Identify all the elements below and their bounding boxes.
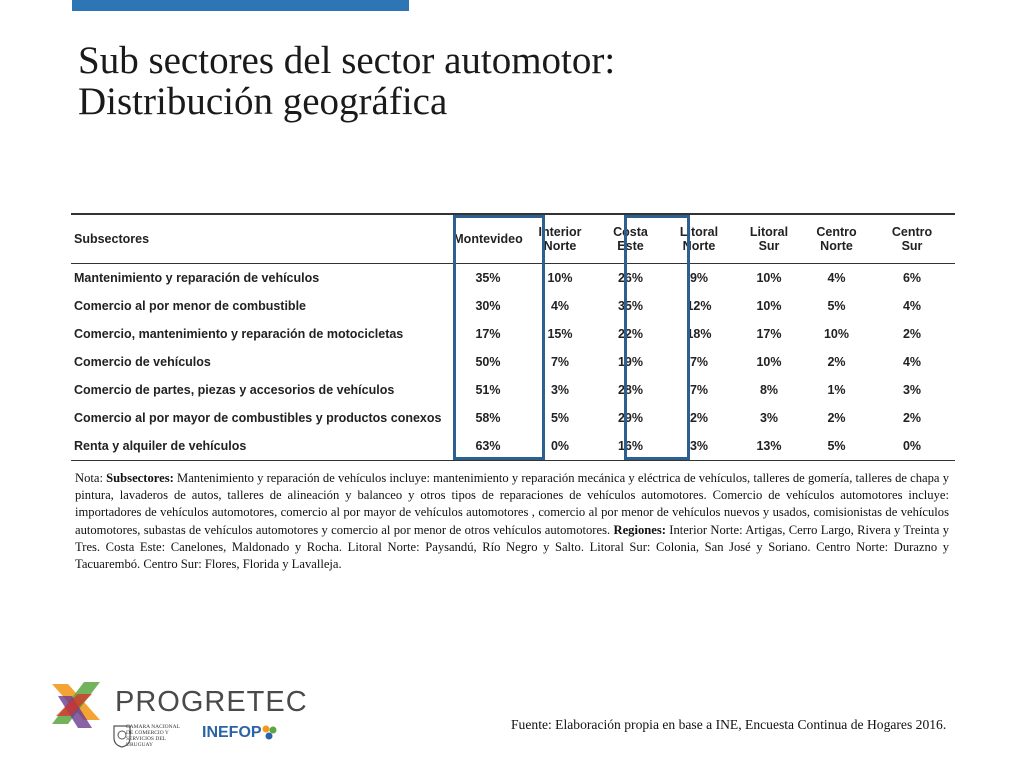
slide-title [78, 40, 978, 122]
cell-interior-norte: 10% [547, 271, 573, 285]
cell-litoral-norte: 7% [689, 355, 709, 369]
source-citation: Fuente: Elaboración propia en base a INE, Encuesta Continua de Hogares 2016. [511, 717, 947, 732]
row-name: Comercio, mantenimiento y reparación de motocicletas [74, 327, 404, 341]
row-name: Comercio de partes, piezas y accesorios de vehículos [74, 383, 395, 397]
footer-logos [48, 672, 308, 762]
cell-costa-este: 22% [617, 327, 644, 341]
cell-litoral-norte: 3% [689, 439, 709, 453]
cell-centro-sur: 2% [902, 327, 922, 341]
cell-interior-norte: 4% [550, 299, 570, 313]
cell-montevideo: 17% [475, 327, 501, 341]
cell-costa-este: 26% [617, 271, 644, 285]
inefop-logo: INEFOP [202, 724, 262, 741]
header-centro-norte: Centro Norte [816, 225, 857, 253]
cell-centro-sur: 4% [902, 299, 922, 313]
table-row [71, 404, 955, 432]
cell-interior-norte: 3% [550, 383, 570, 397]
cell-litoral-sur: 17% [756, 327, 782, 341]
distribution-table-container [71, 213, 955, 461]
row-name: Renta y alquiler de vehículos [74, 439, 247, 453]
top-accent-bar [72, 0, 409, 11]
header-montevideo: Montevideo [453, 232, 523, 246]
row-name: Mantenimiento y reparación de vehículos [74, 271, 320, 285]
cell-interior-norte: 15% [547, 327, 573, 341]
cell-costa-este: 35% [617, 299, 644, 313]
header-costa-este: Costa Este [613, 225, 648, 253]
title-line-1: Sub sectores del sector automotor: [78, 39, 616, 82]
table-row [71, 348, 955, 376]
note-subsectores-label: Subsectores: [106, 471, 174, 485]
cell-centro-norte: 5% [827, 299, 846, 313]
table-row [71, 432, 955, 461]
note-regiones-label: Regiones: [613, 522, 666, 537]
cell-montevideo: 51% [475, 383, 501, 397]
table-row [71, 320, 955, 348]
cell-centro-norte: 1% [827, 383, 846, 397]
cell-centro-sur: 3% [902, 383, 922, 397]
header-interior-norte: Interior Norte [538, 225, 582, 253]
table-row [71, 376, 955, 404]
cell-costa-este: 29% [617, 411, 644, 425]
cell-montevideo: 30% [475, 299, 501, 313]
header-centro-sur: Centro Sur [891, 225, 933, 253]
cell-centro-norte: 2% [827, 355, 846, 369]
progretec-brand: PROGRETEC [115, 686, 308, 718]
camara-text: CAMARA NACIONAL DE COMERCIO Y SERVICIOS DEL URUGUAY [126, 724, 180, 748]
cell-litoral-norte: 18% [686, 327, 712, 341]
cell-litoral-norte: 12% [686, 299, 712, 313]
cell-costa-este: 19% [617, 355, 644, 369]
cell-litoral-sur: 13% [756, 439, 782, 453]
cell-centro-sur: 4% [902, 355, 922, 369]
table-row [71, 264, 955, 293]
header-litoral-sur: Litoral Sur [749, 225, 789, 253]
cell-interior-norte: 7% [550, 355, 570, 369]
cell-centro-sur: 6% [902, 271, 922, 285]
row-name: Comercio de vehículos [74, 355, 211, 369]
cell-litoral-sur: 10% [756, 299, 782, 313]
title-line-2: Distribución geográfica [78, 80, 448, 123]
inefop-mark-icon [261, 724, 279, 742]
cell-montevideo: 63% [475, 439, 501, 453]
table-header-row [71, 214, 955, 264]
cell-montevideo: 58% [475, 411, 501, 425]
cell-centro-sur: 0% [902, 439, 922, 453]
cell-litoral-norte: 9% [689, 271, 709, 285]
cell-costa-este: 16% [617, 439, 644, 453]
row-name: Comercio al por mayor de combustibles y productos conexos [74, 411, 442, 425]
note-regiones-text: Interior Norte: Artigas, Cerro Largo, Rivera y Treinta y Tres. Costa Este: Canelones, Maldonado y Rocha. Litoral Norte: Paysandú, Río Negro y Salto. Litoral Sur: Colonia, San José y Soriano. Centro Norte: Durazno y Tacuarembó. Centro Sur: Flores, Florida y Lavalleja. [75, 522, 949, 572]
cell-interior-norte: 5% [550, 411, 570, 425]
cell-litoral-sur: 10% [756, 271, 782, 285]
note-subsectores-text: Mantenimiento y reparación de vehículos incluye: mantenimiento y reparación mecánica y eléctrica de vehículos, talleres de gomería, talleres de chapa y pintura, lavaderos de autos, talleres de alineación y balanceo y otros tipos de reparaciones de vehículos automotores. Comercio de vehículos automotores incluye: importadores de vehículos automotores, comercio al por mayor de vehículos automotores , comercio al por menor de vehículos nuevos y usados, comisionistas de vehículos automotores, subastas de vehículos automotores y comercio al por menor de otros vehículos automotores. [75, 471, 949, 537]
header-litoral-norte: Litoral Norte [679, 225, 719, 253]
cell-interior-norte: 0% [550, 439, 570, 453]
cell-costa-este: 28% [617, 383, 644, 397]
cell-centro-sur: 2% [902, 411, 922, 425]
cell-litoral-norte: 7% [689, 383, 709, 397]
cell-centro-norte: 2% [827, 411, 846, 425]
cell-litoral-sur: 8% [759, 383, 779, 397]
cell-centro-norte: 4% [827, 271, 846, 285]
cell-litoral-sur: 3% [759, 411, 779, 425]
cell-centro-norte: 10% [823, 327, 850, 341]
cell-litoral-norte: 2% [689, 411, 709, 425]
cell-litoral-sur: 10% [756, 355, 782, 369]
table-note [75, 470, 949, 573]
cell-centro-norte: 5% [827, 439, 846, 453]
note-prefix: Nota: [75, 471, 107, 485]
row-name: Comercio al por menor de combustible [74, 299, 306, 313]
distribution-table [71, 213, 955, 461]
cell-montevideo: 50% [475, 355, 501, 369]
table-row [71, 292, 955, 320]
header-subsectors: Subsectores [74, 232, 150, 246]
progretec-logo-icon [48, 676, 104, 732]
cell-montevideo: 35% [475, 271, 501, 285]
